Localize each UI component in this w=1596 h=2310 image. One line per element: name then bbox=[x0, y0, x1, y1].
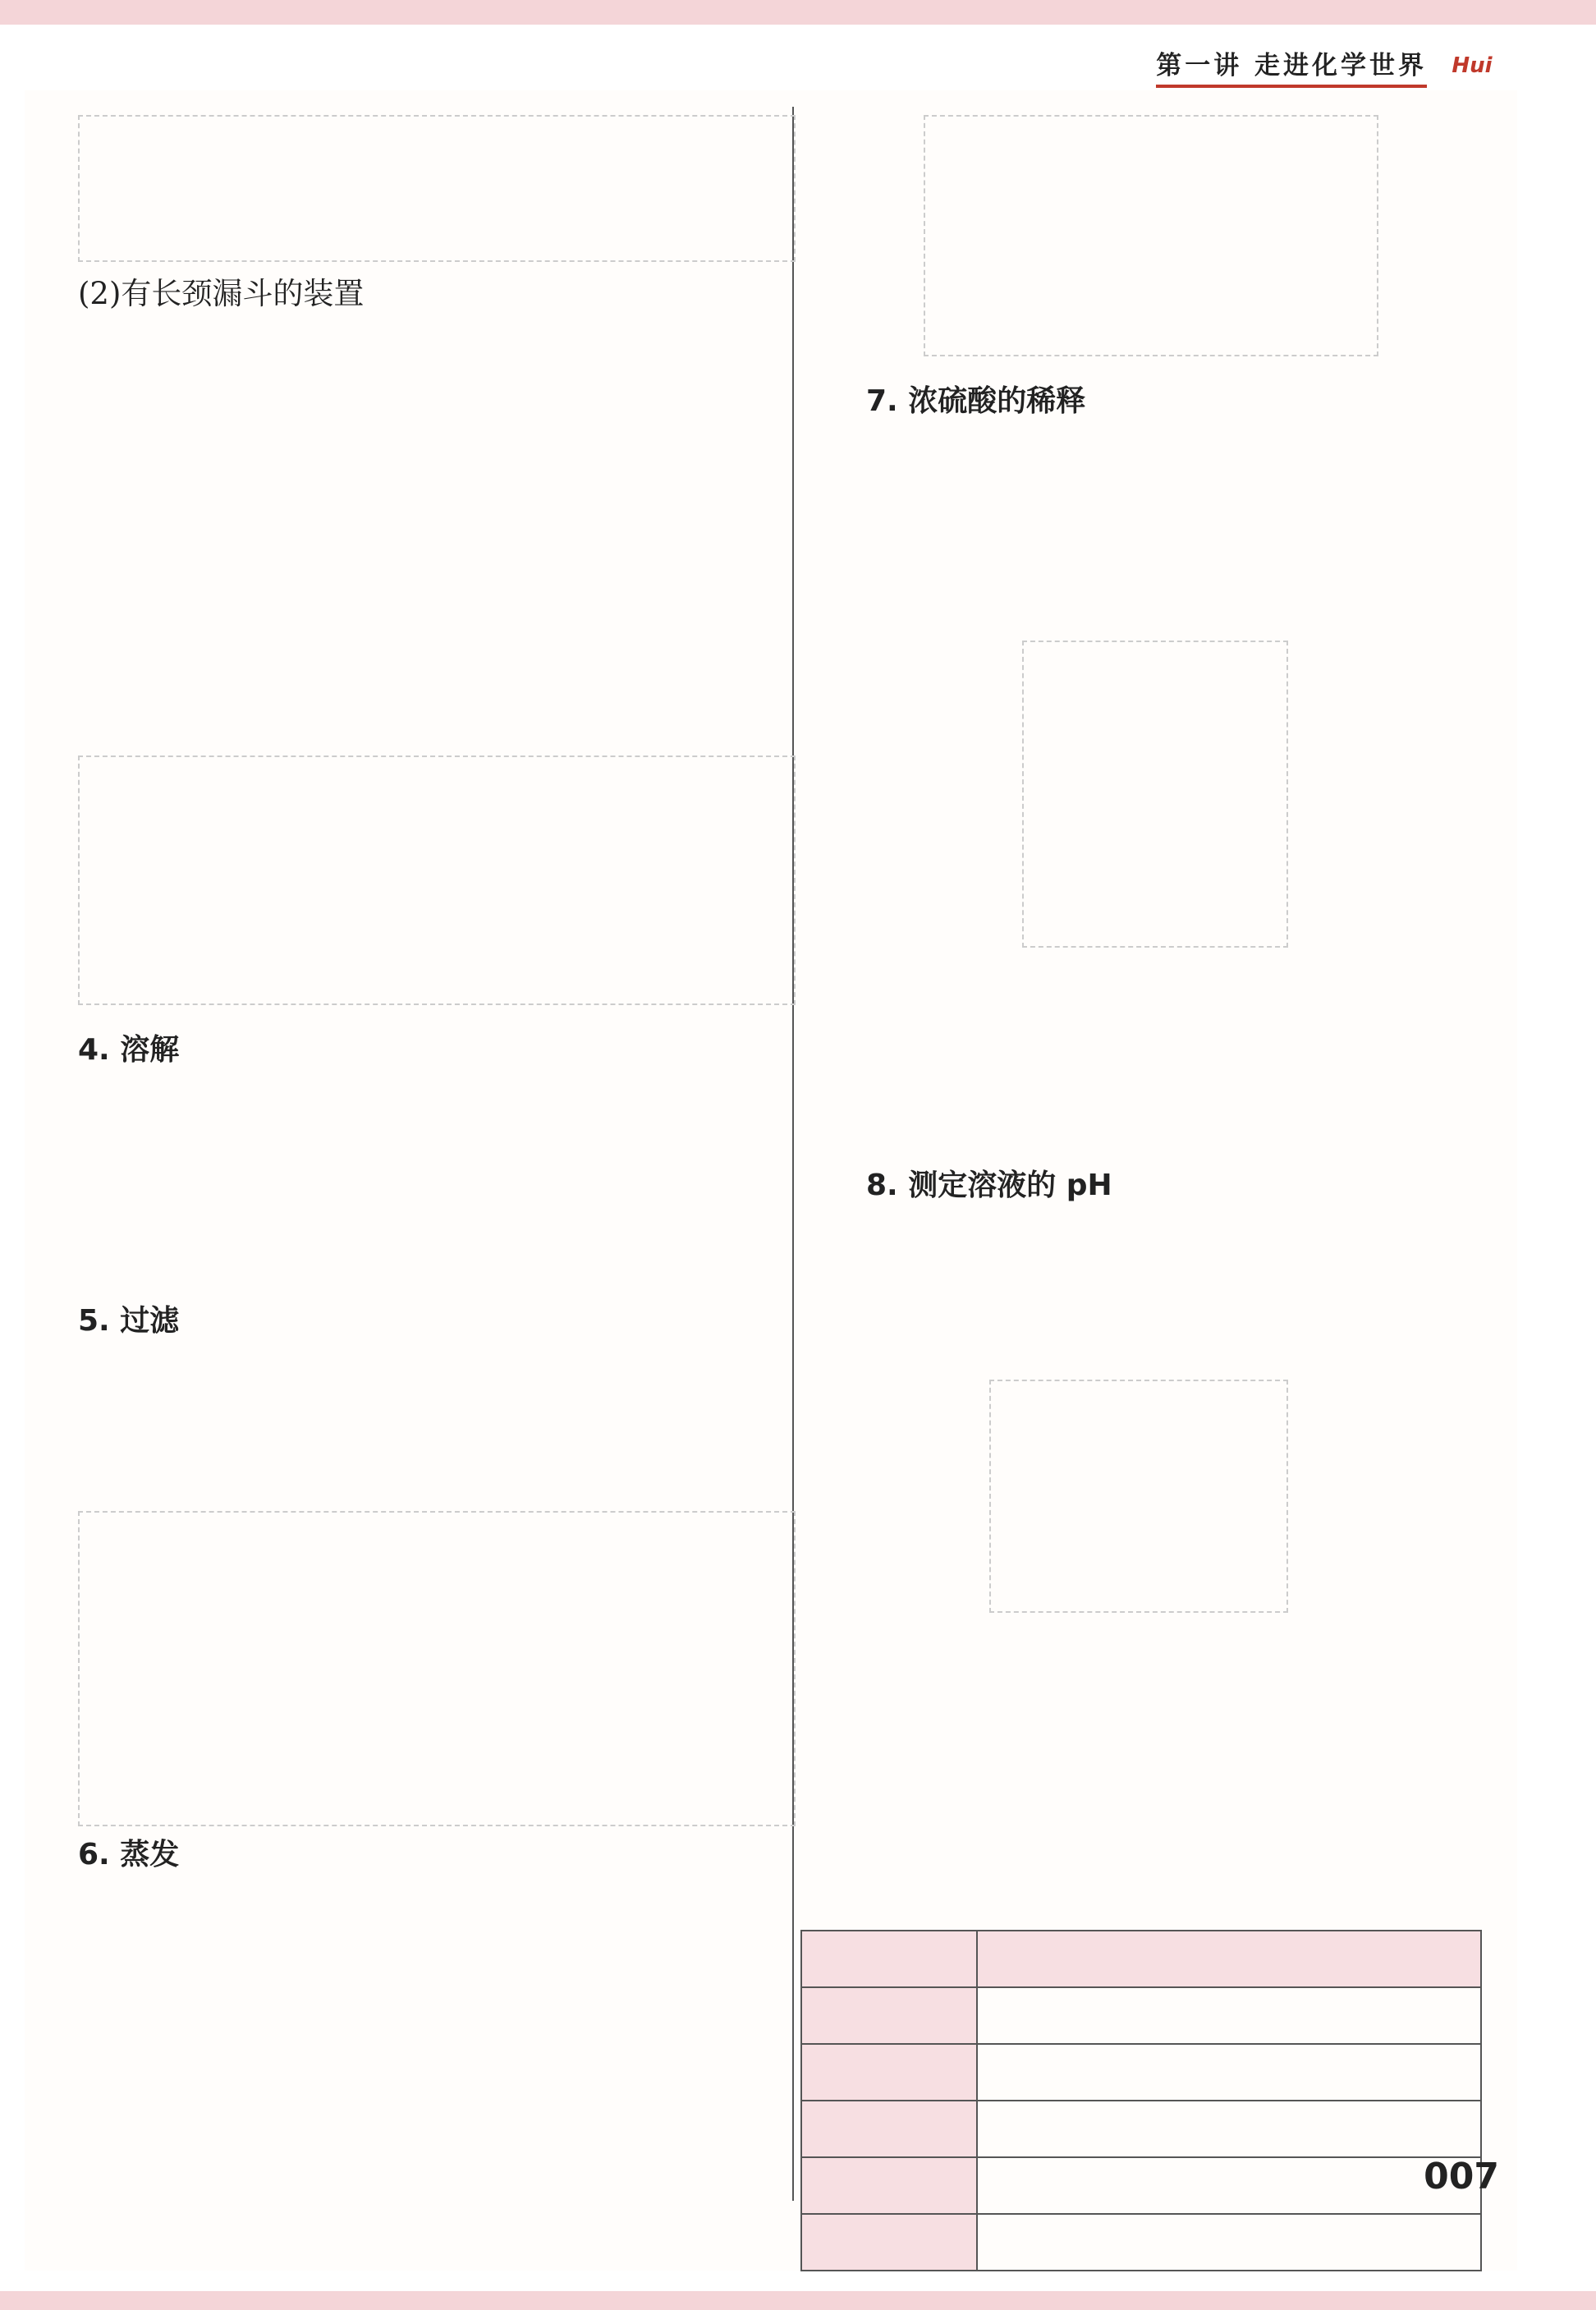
column-divider bbox=[792, 107, 794, 2201]
filtration-diagram bbox=[78, 1511, 796, 1826]
section-heading: 7. 浓硫酸的稀释 bbox=[866, 384, 1086, 418]
table-row bbox=[801, 2101, 1481, 2157]
chapter-title: 第一讲 走进化学世界 bbox=[1156, 44, 1427, 88]
table-row bbox=[801, 1987, 1481, 2044]
section-heading: 6. 蒸发 bbox=[78, 1838, 180, 1871]
text-line: (2)有长颈漏斗的装置 bbox=[78, 276, 365, 311]
table-row bbox=[801, 2214, 1481, 2271]
section-heading: 8. 测定溶液的 pH bbox=[866, 1169, 1112, 1202]
table-header bbox=[977, 1931, 1481, 1987]
page-header bbox=[969, 41, 1502, 90]
summary-table bbox=[800, 1930, 1482, 2271]
publisher-logo: Hui bbox=[1452, 53, 1493, 78]
evaporation-figure bbox=[924, 115, 1378, 356]
page-number: 007 bbox=[1424, 2156, 1499, 2197]
ph-figure bbox=[989, 1380, 1288, 1613]
table-row bbox=[801, 2044, 1481, 2101]
apparatus-figure bbox=[78, 115, 796, 262]
section-heading: 4. 溶解 bbox=[78, 1033, 180, 1067]
apparatus-figure bbox=[78, 755, 796, 1005]
table-header bbox=[801, 1931, 977, 1987]
dilution-figure bbox=[1022, 641, 1288, 948]
table-row bbox=[801, 2157, 1481, 2214]
section-heading: 5. 过滤 bbox=[78, 1304, 180, 1338]
